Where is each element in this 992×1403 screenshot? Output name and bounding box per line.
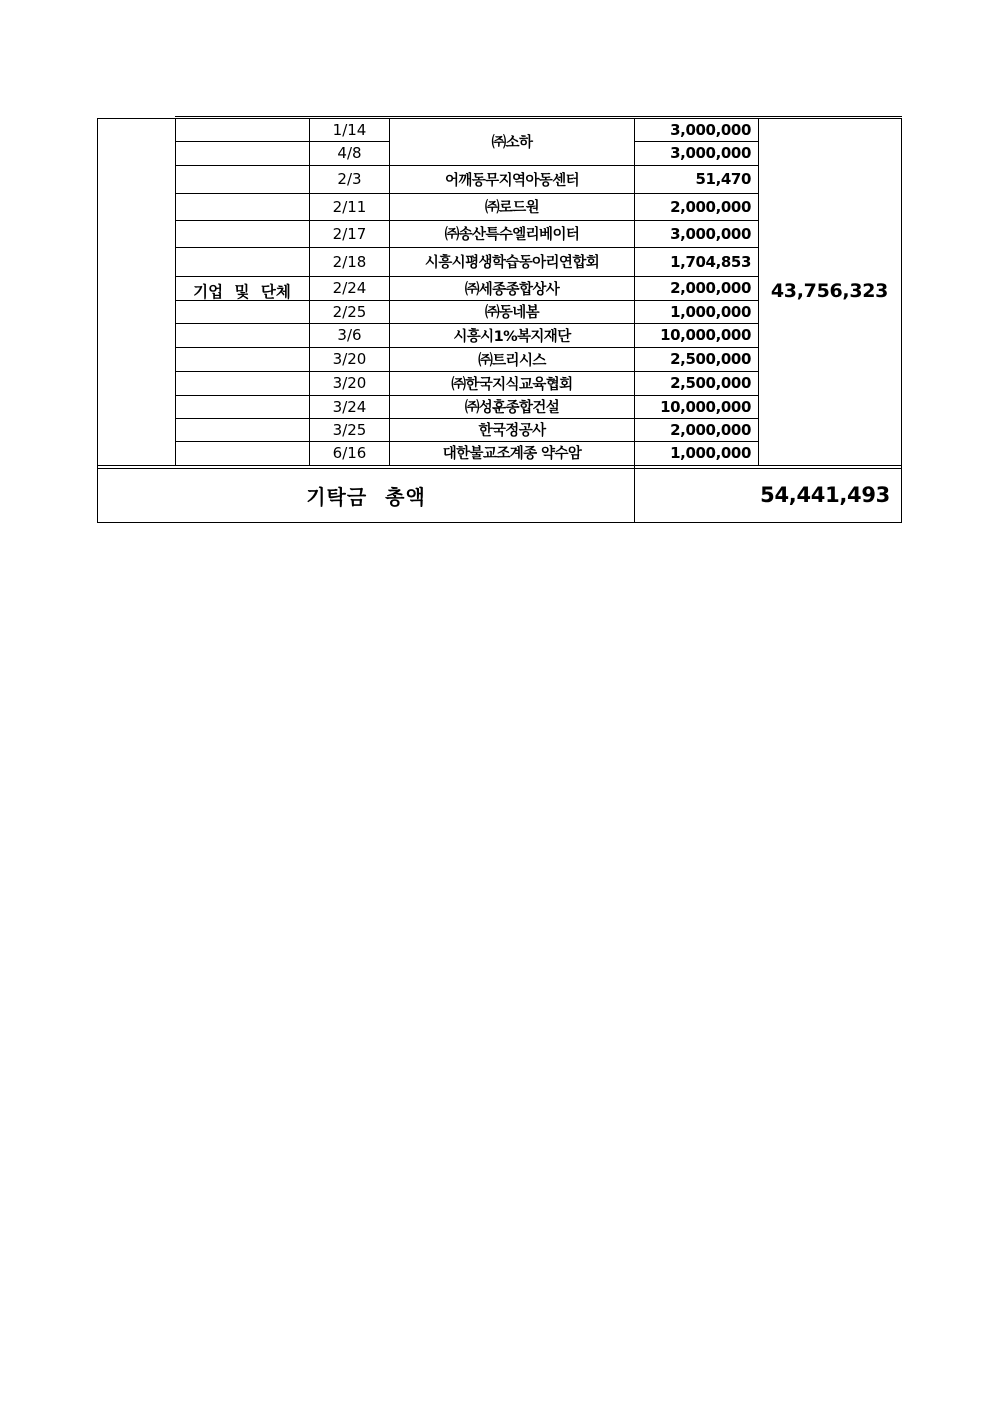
category-label: 기업 및 단체 (193, 283, 291, 301)
amount-cell: 2,000,000 (670, 420, 751, 439)
donor-name-cell: 한국정공사 (478, 423, 546, 439)
amount-cell: 1,000,000 (670, 302, 751, 321)
section-rule (97, 465, 902, 466)
frame-bottom (97, 522, 902, 523)
donor-name-cell: ㈜세종종합상사 (464, 281, 560, 298)
date-cell: 2/11 (332, 197, 367, 216)
date-cell: 3/25 (332, 420, 367, 439)
frame-left (97, 118, 98, 523)
donor-name-cell: 어깨동무지역아동센터 (444, 172, 580, 189)
amount-cell: 10,000,000 (660, 397, 751, 416)
amount-cell: 3,000,000 (670, 120, 751, 139)
donor-name-cell: ㈜소하 (491, 135, 533, 151)
amount-cell: 10,000,000 (660, 326, 751, 344)
donor-name-cell: 시흥시평생학습동아리연합회 (424, 255, 600, 271)
date-cell: 3/6 (337, 326, 362, 344)
amount-cell: 3,000,000 (670, 144, 751, 162)
date-cell: 4/8 (337, 144, 362, 162)
donor-name-cell: 대한불교조계종 약수암 (442, 446, 582, 462)
frame-right (901, 118, 902, 523)
date-cell: 6/16 (332, 443, 367, 462)
date-cell: 2/25 (332, 302, 367, 321)
donor-name-cell: 시흥시1%복지재단 (453, 328, 571, 345)
amount-cell: 51,470 (695, 170, 751, 188)
top-rule-left (97, 118, 176, 119)
total-value: 54,441,493 (760, 483, 890, 507)
amount-cell: 2,000,000 (670, 197, 751, 216)
amount-cell: 2,500,000 (670, 374, 751, 392)
donor-name-cell: ㈜트리시스 (478, 352, 546, 369)
date-cell: 2/3 (337, 170, 362, 188)
top-rule (175, 116, 902, 117)
date-cell: 2/24 (332, 279, 367, 297)
date-cell: 3/20 (332, 374, 367, 392)
donor-name-cell: ㈜송산특수엘리베이터 (444, 227, 580, 243)
amount-cell: 2,500,000 (670, 350, 751, 368)
donation-table (97, 116, 902, 523)
date-cell: 2/18 (332, 252, 367, 271)
date-cell: 2/17 (332, 224, 367, 243)
category-subtotal: 43,756,323 (770, 280, 889, 302)
date-cell: 3/24 (332, 397, 367, 416)
donor-name-cell: ㈜성훈종합건설 (464, 400, 560, 416)
amount-cell: 2,000,000 (670, 279, 751, 297)
donor-name-cell: ㈜한국지식교육협회 (451, 376, 573, 393)
section-rule-2 (97, 468, 902, 469)
donor-name-cell: ㈜로드원 (484, 200, 540, 216)
amount-cell: 1,704,853 (670, 252, 751, 271)
donor-name-cell: ㈜동네봄 (484, 305, 540, 321)
total-label: 기탁금 총액 (306, 484, 426, 509)
amount-cell: 3,000,000 (670, 224, 751, 243)
date-cell: 3/20 (332, 350, 367, 368)
date-cell: 1/14 (332, 120, 367, 139)
amount-cell: 1,000,000 (670, 443, 751, 462)
